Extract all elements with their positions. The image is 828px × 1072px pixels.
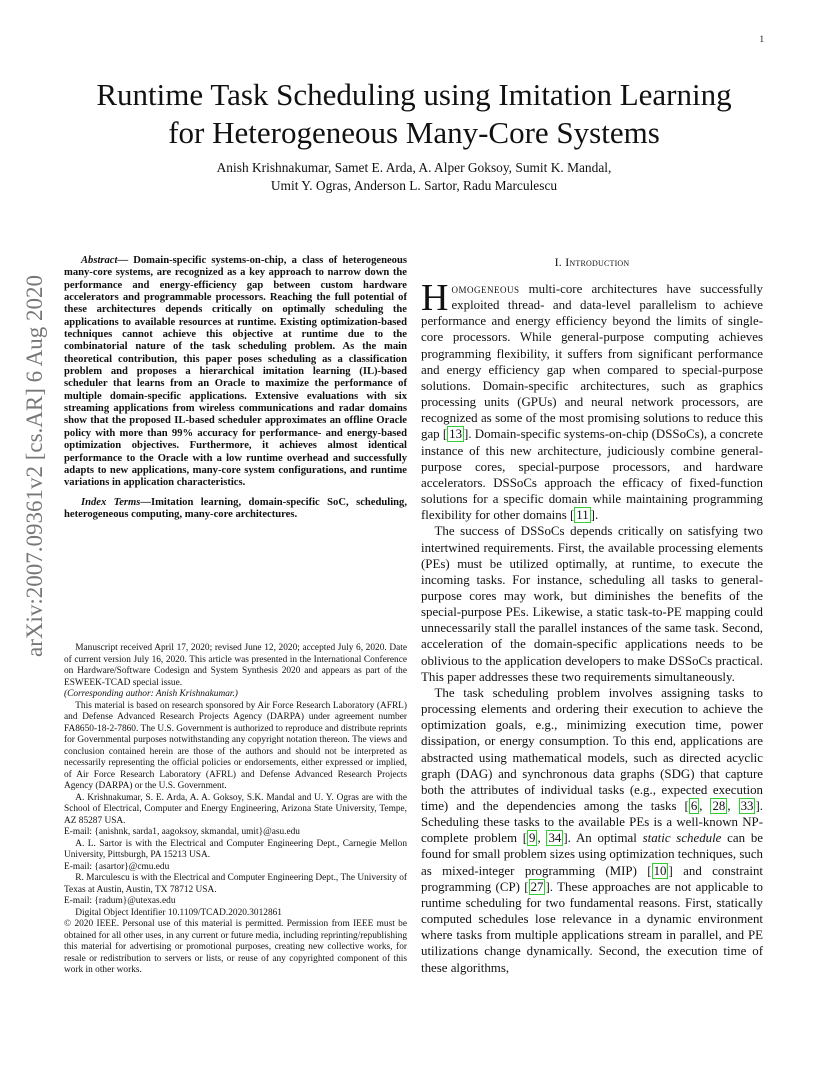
authors-line-2: Umit Y. Ogras, Anderson L. Sartor, Radu Marculescu	[270, 178, 558, 193]
abstract-label: Abstract	[80, 255, 118, 266]
footnote-email-ut: E-mail: {radum}@utexas.edu	[64, 896, 176, 906]
footnote-email-cmu: E-mail: {asartor}@cmu.edu	[64, 861, 170, 872]
title-line-2: for Heterogeneous Many-Core Systems	[168, 115, 660, 150]
drop-cap: H	[421, 277, 449, 319]
arxiv-sidebar-stamp	[0, 0, 60, 1072]
page-number: 1	[759, 34, 764, 44]
intro-paragraph-1: Homogeneous multi-core architectures have successfully exploited thread- and data-level parallelism to achieve performance and energy efficiency beyond the limits of single-core processors. While general-purpose computing achieves programming flexibility, it suffers from significant performance and energy efficiency gap when compared to special-purpose solutions. Domain-specific architectures, such as graphics processing units (GPUs) and neural network processors, are recognized as some of the most promising solutions to reduce this gap [ 13 ]. Domain-specific systems-on-chip (DSSoCs), a concrete instance of this new architecture, judiciously combine general-purpose cores, special-purpose processors, and hardware accelerators. DSSoCs approach the efficacy of fixed-function solutions for a specific domain while maintaining programming flexibility for other domains [ 11 ].	[421, 277, 763, 523]
section-number: I.	[554, 255, 563, 269]
authors-line-1: Anish Krishnakumar, Samet E. Arda, A. Alper Goksoy, Sumit K. Mandal,	[216, 160, 612, 175]
citation-link[interactable]: 27	[530, 879, 544, 894]
section-title: Introduction	[565, 255, 630, 269]
footnotes	[64, 643, 407, 977]
abstract	[64, 255, 407, 490]
citation-link[interactable]: 34	[548, 831, 562, 846]
index-terms	[64, 497, 407, 522]
abstract-text: — Domain-specific systems-on-chip, a class of heterogeneous many-core systems, are recognized as a key approach to narrow down the performance and energy-efficiency gap between custom hardware accelerators and programmable processors. Reaching the full potential of these architectures depends critically on optimally scheduling the applications to available resources at runtime. Existing optimization-based techniques cannot achieve this objective at runtime due to the combinatorial nature of the task scheduling problem. As the main theoretical contribution, this paper poses scheduling as a classification problem and proposes a hierarchical imitation learning (IL)-based scheduler that learns from an Oracle to maximize the performance of multiple domain-specific applications. Extensive evaluations with six streaming applications from wireless communications and radar domains show that the proposed IL-based scheduler approximates an offline Oracle policy with more than 99% accuracy for performance- and energy-based optimization objectives. Furthermore, it achieves almost identical performance to the Oracle with a low runtime overhead and successfully adapts to new applications, many-core system configurations, and runtime variations in application characteristics.	[64, 255, 407, 489]
citation-link[interactable]: 10	[653, 863, 667, 878]
intro-first-word: omogeneous	[451, 282, 520, 296]
footnote-manuscript: Manuscript received April 17, 2020; revised June 12, 2020; accepted July 6, 2020. Date of current version July 16, 2020. This article was presented in the International Conference on Hardware/Software Codesign and System Synthesis 2020 and appears as part of the ESWEEK-TCAD special issue. (Corresponding author: Anish Krishnakumar.)	[64, 643, 407, 699]
citation-link[interactable]: 33	[740, 799, 754, 813]
citation-link[interactable]: 13	[449, 427, 463, 442]
footnote-affiliation-cmu: A. L. Sartor is with the Electrical and Computer Engineering Dept., Carnegie Mellon University, Pittsburgh, PA 15213 USA.	[64, 838, 407, 860]
author-list	[80, 159, 748, 195]
right-column	[421, 255, 763, 976]
title-line-1: Runtime Task Scheduling using Imitation Learning	[96, 77, 732, 112]
citation-link[interactable]: 9	[529, 831, 536, 846]
footnote-email-asu: E-mail: {anishnk, sarda1, aagoksoy, skmandal, umit}@asu.edu	[64, 827, 300, 837]
footnote-funding: This material is based on research sponsored by Air Force Research Laboratory (AFRL) and Defense Advanced Research Projects Agency (DARPA) under agreement number FA8650-18-2-7860. The U.S. Government is authorized to reproduce and distribute reprints for Governmental purposes notwithstanding any copyright notation thereon. The views and conclusion contained herein are those of the authors and should not be interpreted as necessarily representing the official policies or endorsements, either expressed or implied, of Air Force Research Laboratory (AFRL) and Defense Advanced Research Projects Agency (DARPA) or the U.S. Government.	[64, 700, 407, 791]
paper-title	[40, 76, 788, 152]
left-column	[64, 255, 407, 521]
footnote-doi: Digital Object Identifier 10.1109/TCAD.2020.3012861	[75, 907, 282, 918]
section-heading-introduction	[421, 255, 763, 269]
index-terms-text: —Imitation learning, domain-specific SoC, scheduling, heterogeneous computing, many-core architectures.	[64, 496, 408, 520]
footnote-corresponding-author: (Corresponding author: Anish Krishnakumar.)	[64, 689, 238, 699]
index-terms-label: Index Terms	[80, 496, 141, 508]
arxiv-identifier: arXiv:2007.09361v2 [cs.AR] 6 Aug 2020	[22, 274, 47, 658]
citation-link[interactable]: 6	[690, 799, 698, 813]
footnote-affiliation-asu: A. Krishnakumar, S. E. Arda, A. A. Goksoy, S.K. Mandal and U. Y. Ogras are with the School of Electrical, Computer and Energy Engineering, Arizona State University, Tempe, AZ 85287 USA.	[64, 792, 407, 826]
footnote-copyright: © 2020 IEEE. Personal use of this material is permitted. Permission from IEEE must be obtained for all other uses, in any current or future media, including reprinting/republishing this material for advertising or promotional purposes, creating new collective works, for resale or redistribution to servers or lists, or reuse of any copyrighted component of this work in other works.	[64, 919, 407, 975]
citation-link[interactable]: 28	[712, 799, 726, 813]
static-schedule-term: static schedule	[642, 831, 722, 846]
citation-link[interactable]: 11	[576, 508, 589, 523]
footnote-affiliation-ut: R. Marculescu is with the Electrical and Computer Engineering Dept., The University of Texas at Austin, Austin, TX 78712 USA.	[64, 873, 407, 895]
intro-paragraph-2: The success of DSSoCs depends critically on satisfying two intertwined requirements. First, the available processing elements (PEs) must be utilized optimally, at runtime, to execute the incoming tasks. For instance, scheduling all tasks to general-purpose cores may work, but diminishes the benefits of the special-purpose PEs. Likewise, a static task-to-PE mapping could unnecessarily stall the parallel instances of the same task. Second, acceleration of the domain-specific applications needs to be oblivious to the application developers to make DSSoCs practical. This paper addresses these two requirements simultaneously.	[421, 524, 763, 684]
intro-paragraph-3: The task scheduling problem involves assigning tasks to processing elements and ordering their execution to achieve the optimization goals, e.g., minimizing execution time, power dissipation, or energy consumption. To this end, applications are abstracted using mathematical models, such as directed acyclic graph (DAG) and synchronous data graphs (SDG) that capture both the attributes of individual tasks (e.g., expected execution time) and the dependencies among the tasks [ 6 , 28 , 33 ]. Scheduling these tasks to the available PEs is a well-known NP-complete problem [ 9 , 34 ]. An optimal static schedule can be found for small problem sizes using optimization techniques, such as mixed-integer programming (MIP) [ 10 ] and constraint programming (CP) [ 27 ]. These approaches are not applicable to runtime scheduling for two fundamental reasons. First, statically computed schedules lose relevance in a dynamic environment where tasks from multiple applications stream in parallel, and PE utilizations change dynamically. Second, the execution time of these algorithms,	[421, 685, 764, 975]
